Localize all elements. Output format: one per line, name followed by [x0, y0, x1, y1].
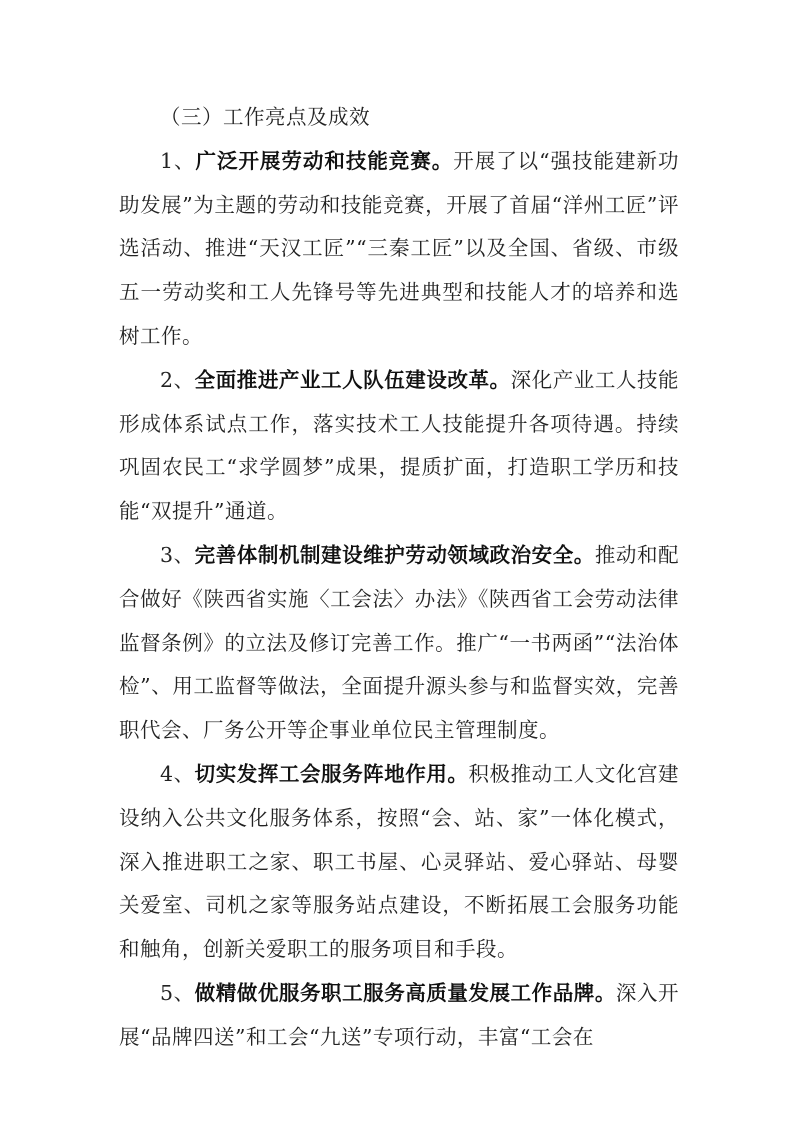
section-heading: （三）工作亮点及成效 — [160, 105, 370, 129]
paragraph-number: 5、 — [160, 980, 195, 1005]
paragraph-number: 2、 — [160, 367, 195, 392]
paragraph-title: 切实发挥工会服务阵地作用。 — [194, 761, 469, 786]
paragraph-number: 3、 — [160, 542, 195, 567]
paragraph-5 — [119, 972, 679, 1060]
paragraph-number: 1、 — [160, 148, 196, 173]
paragraph-body: 深入开展“品牌四送”和工会“九送”专项行动，丰富“工会在 — [119, 980, 680, 1049]
paragraph-2 — [119, 359, 679, 534]
paragraph-title: 做精做优服务职工服务高质量发展工作品牌。 — [194, 980, 616, 1005]
paragraph-title: 完善体制机制建设维护劳动领域政治安全。 — [194, 542, 595, 567]
paragraph-3 — [119, 534, 679, 753]
paragraph-body: 开展了以“强技能建新功助发展”为主题的劳动和技能竞赛，开展了首届“洋州工匠”评选活动、推进“天汉工匠”“三秦工匠”以及全国、省级、市级五一劳动奖和工人先锋号等先进典型和技能人才的培养和选树工作。 — [119, 148, 679, 348]
paragraph-number: 4、 — [160, 761, 195, 786]
paragraph-title: 广泛开展劳动和技能竞赛。 — [195, 148, 454, 173]
paragraph-body: 深化产业工人技能形成体系试点工作，落实技术工人技能提升各项待遇。持续巩固农民工“求学圆梦”成果，提质扩面，打造职工学历和技能“双提升”通道。 — [119, 367, 680, 524]
paragraph-1 — [119, 140, 679, 359]
document-body — [119, 96, 679, 1060]
paragraph-body: 推动和配合做好《陕西省实施〈工会法〉办法》《陕西省工会劳动法律监督条例》的立法及修订完善工作。推广“一书两函”“法治体检”、用工监督等做法，全面提升源头参与和监督实效，完善职代会、厂务公开等企事业单位民主管理制度。 — [119, 542, 680, 743]
paragraph-4 — [119, 753, 679, 972]
paragraph-title: 全面推进产业工人队伍建设改革。 — [194, 367, 511, 392]
paragraph-body: 积极推动工人文化宫建设纳入公共文化服务体系，按照“会、站、家”一体化模式，深入推进职工之家、职工书屋、心灵驿站、爱心驿站、母婴关爱室、司机之家等服务站点建设，不断拓展工会服务功能和触角，创新关爱职工的服务项目和手段。 — [119, 761, 680, 962]
